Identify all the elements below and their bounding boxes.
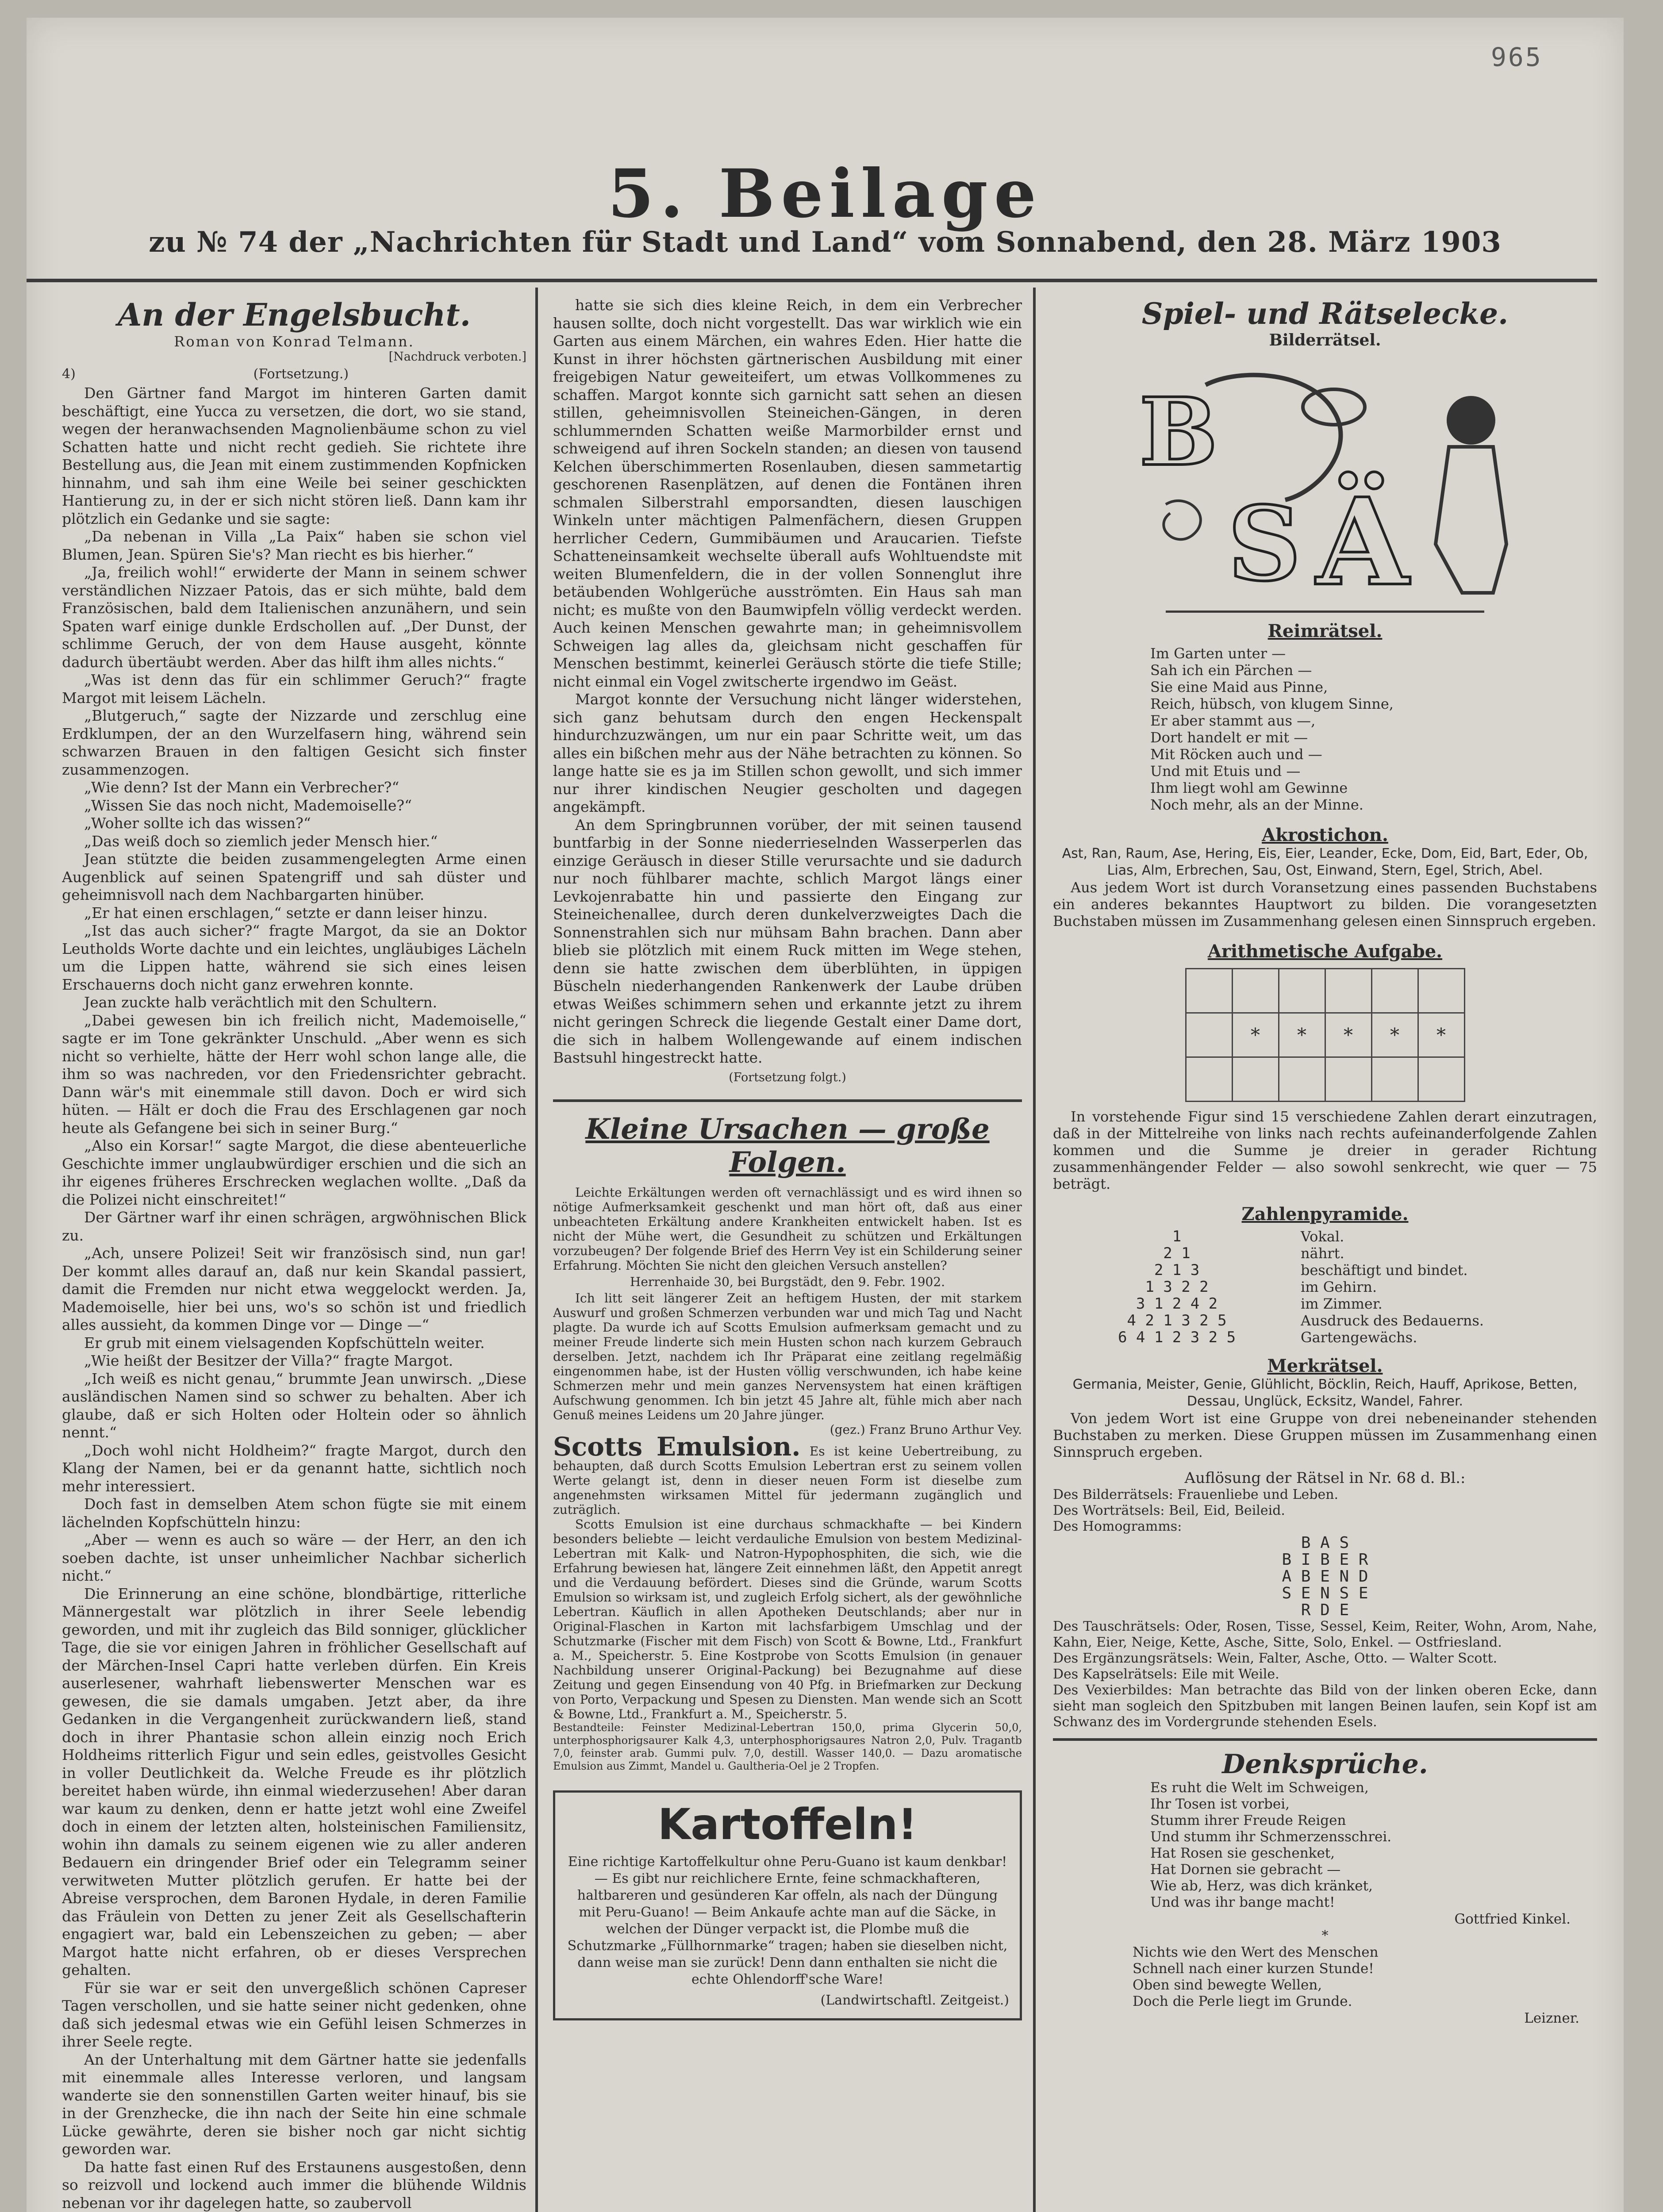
paragraph: „Wissen Sie das noch nicht, Mademoiselle?“: [84, 796, 412, 814]
rhyme-line: Er aber stammt aus —,: [1150, 712, 1316, 729]
pyramid-clue: Ausdruck des Bedauerns.: [1301, 1312, 1484, 1329]
paragraph: „Er hat einen erschlagen,“ setzte er dann leiser hinzu.: [84, 904, 488, 922]
grid-cell: [1371, 1057, 1418, 1102]
novel-byline: Roman von Konrad Telmann.: [174, 333, 415, 350]
homogram-row: A B E N D: [1282, 1567, 1368, 1586]
ad-signature: (gez.) Franz Bruno Arthur Vey.: [830, 1422, 1022, 1437]
pyramid-clue: im Gehirn.: [1301, 1279, 1377, 1295]
paragraph: „Aber — wenn es auch so wäre — der Herr, an den ich soeben dachte, ist unser unheimlicher Nachbar sicherlich nicht.“: [62, 1531, 526, 1584]
paragraph: „Was ist denn das für ein schlimmer Geruch?“ fragte Margot mit leisem Lächeln.: [62, 671, 526, 707]
paragraph: „Also ein Korsar!“ sagte Margot, die diese abenteuerliche Geschichte immer unglaubwürdiger erschien und die sich an ihr eigenes früheres Erschrecken weglachen wollte. „Daß da die Polizei nicht einschreitet!“: [62, 1137, 526, 1208]
paragraph: „Wie denn? Ist der Mann ein Verbrecher?“: [84, 779, 399, 796]
acrostic-title: Akrostichon.: [1262, 825, 1388, 845]
poem-line: Doch die Perle liegt im Grunde.: [1133, 1993, 1352, 2009]
poem-line: Es ruht die Welt im Schweigen,: [1150, 1780, 1369, 1796]
continuation-footer: (Fortsetzung folgt.): [729, 1070, 846, 1084]
rhyme-line: Und mit Etuis und —: [1150, 763, 1301, 780]
poem-line: Hat Rosen sie geschenket,: [1150, 1845, 1335, 1861]
pyramid-clue: beschäftigt und bindet.: [1301, 1262, 1468, 1279]
saying-poem-2: [1133, 1944, 1597, 2010]
novel-text-continued: [553, 296, 1022, 1067]
pyramid-clue: Vokal.: [1301, 1228, 1344, 1245]
brand-name: Scotts Emulsion.: [553, 1431, 801, 1462]
pyramid-clue: nährt.: [1301, 1245, 1344, 1262]
poem-line: Wie ab, Herz, was dich kränket,: [1150, 1878, 1373, 1894]
solution-line: Des Vexierbildes: Man betrachte das Bild von der linken oberen Ecke, dann sieht man sogleich den Spitzbuben mit langen Beinen laufen, sein Kopf ist am Schwanz des im Vordergrunde stehenden Esels.: [1053, 1682, 1597, 1730]
puzzle-corner-title: Spiel- und Rätselecke.: [1141, 296, 1509, 331]
ad-body: Scotts Emulsion ist eine durchaus schmackhafte — bei Kindern besonders beliebte — leicht verdauliche Emulsion von bestem Medizinal-Lebertran mit Kalk- und Natron-Hypophosphiten, die sich, wie die Erfahrung bewiesen hat, längere Zeit einnehmen läßt, den Appetit anregt und die Verdauung befördert. Dieses sind die Gründe, warum Scotts Emulsion so wirksam ist, und zugleich Erfolg sichert, als der gewöhnliche Lebertran. Käuflich in allen Apotheken Deutschlands; aber nur in Original-Flaschen in Karton mit lachsfarbigem Umschlag und der Schutzmarke (Fischer mit dem Fisch) von Scott & Bowne, Ltd., Frankfurt a. M., Speicherstr. 5. Eine Kostprobe von Scotts Emulsion (in genauer Nachbildung unserer Original-Packung) bei Bezugnahme auf diese Zeitung und gegen Einsendung von 40 Pfg. in Briefmarken zur Deckung von Porto, Verpackung und Spesen zu Diensten. Man wende sich an Scott & Bowne, Ltd., Frankfurt a. M., Speicherstr. 5.: [553, 1517, 1022, 1721]
rhyme-line: Noch mehr, als an der Minne.: [1150, 796, 1363, 813]
poem-line: Hat Dornen sie gebracht —: [1150, 1862, 1341, 1878]
pyramid-title: Zahlenpyramide.: [1241, 1204, 1409, 1225]
memory-puzzle-words: Germania, Meister, Genie, Glühlicht, Böcklin, Reich, Hauff, Aprikose, Betten, Dessau, Unglück, Ecksitz, Wandel, Fahrer.: [1072, 1377, 1578, 1409]
paragraph: „Das weiß doch so ziemlich jeder Mensch hier.“: [84, 832, 438, 850]
homogram-row: B I B E R: [1282, 1551, 1368, 1569]
pyramid-numbers: [1053, 1228, 1301, 1346]
homogram-solution: [1053, 1535, 1597, 1619]
solution-line: Des Homogramms:: [1053, 1519, 1182, 1534]
rhyme-line: Dort handelt er mit —: [1150, 729, 1308, 746]
grid-cell: [1186, 1057, 1232, 1102]
pyramid-row: 2 1: [1163, 1244, 1191, 1262]
paragraph: An dem Springbrunnen vorüber, der mit seinen tausend buntfarbig in der Sonne niederrieselnden Wasserperlen das einzige Geräusch in dieser Stille verursachte und sie dadurch nur noch fühlbarer machte, schlich Margot längs einer Levkojenrabatte hin und passierte den Eingang zur Steineichenallee, durch deren dunkelverzweigtes Dach die Sonnenstrahlen sich nur mühsam Bahn brachen. Dann aber blieb sie plötzlich mit einem Ruck mitten im Wege stehen, denn sie hatte zwischen dem überblühten, in üppigen Büscheln niederhangenden Rankenwerk der Laube drüben etwas Weißes schimmern sehen und erkannte jetzt zu ihrem nicht geringen Schreck die liegende Gestalt einer Dame dort, die sich in halbem Wollengewande auf einem indischen Bastsuhl hingestreckt hatte.: [553, 816, 1022, 1066]
rhyme-line: Sah ich ein Pärchen —: [1150, 662, 1312, 679]
memory-puzzle-title: Merkrätsel.: [1267, 1356, 1383, 1376]
paragraph: Doch fast in demselben Atem schon fügte sie mit einem lächelnden Kopfschütteln hinzu:: [62, 1495, 526, 1531]
memory-puzzle-text: Von jedem Wort ist eine Gruppe von drei nebeneinander stehenden Buchstaben zu merken. Diese Gruppen müssen im Zusammenhang einen Sinnspruch ergeben.: [1053, 1410, 1597, 1460]
paragraph: Da hatte fast einen Ruf des Erstaunens ausgestoßen, denn so reizvoll und lockend auch immer die blühende Wildnis nebenan vor ihr dagelegen hatte, so zaubervoll: [62, 2158, 526, 2212]
grid-cell: [1371, 969, 1418, 1013]
pyramid-clue: Gartengewächs.: [1301, 1329, 1417, 1346]
grid-cell: [1186, 1013, 1232, 1057]
grid-cell: [1325, 1057, 1371, 1102]
ad-letter: Ich litt seit längerer Zeit an heftigem Husten, der mit starkem Auswurf und großen Schmerzen verbunden war und mich Tag und Nacht plagte. Da wurde ich auf Scotts Emulsion aufmerksam gemacht und zu meiner Freude linderte sich mein Husten schon nach kurzem Gebrauch derselben. Jetzt, nachdem ich Ihr Präparat eine zeitlang regelmäßig eingenommen habe, ist der Husten völlig verschwunden, ich habe keine Schmerzen mehr und mein ganzes Nervensystem hat einen kräftigen Aufschwung genommen. Ich bin jetzt 45 Jahre alt, fühle mich aber nach Genuß meines Leidens um 20 Jahre jünger.: [553, 1290, 1022, 1422]
solution-line: Des Ergänzungsrätsels: Wein, Falter, Asche, Otto. — Walter Scott.: [1053, 1651, 1498, 1666]
grid-cell: [1232, 969, 1279, 1013]
brand-text: Es ist keine Uebertreibung, zu behaupten, daß durch Scotts Emulsion Lebertran erst zu seinem vollen Werte gelangt ist, denn in dieser neuen Form ist dieselbe zum angenehmsten wirksamen Mittel für jedermann zugänglich und zuträglich.: [553, 1444, 1022, 1517]
puzzle-letter-s: S: [1228, 484, 1302, 604]
sayings-title: Denksprüche.: [1222, 1749, 1428, 1780]
pyramid-clues: [1301, 1228, 1484, 1346]
paragraph: „Dabei gewesen bin ich freilich nicht, Mademoiselle,“ sagte er im Tone gekränkter Unschuld. „Aber wenn es sich nicht so verhielte, hätte der Herr wohl schon lange alle, die ihm so was nachreden, vor den Friedensrichter gebracht. Dann wär's mit einemmale still davon. Doch er wird sich hüten. — Hält er doch die Frau des Erschlagenen gar noch heute als Gefangene bei sich in seiner Burg.“: [62, 1011, 526, 1137]
paragraph: Für sie war er seit den unvergeßlich schönen Capreser Tagen verschollen, und sie hatte seiner nicht gedenken, ohne daß sich jedesmal etwas wie ein Gefühl leisen Schmerzes in ihrer Seele regte.: [62, 1979, 526, 2050]
paragraph: Den Gärtner fand Margot im hinteren Garten damit beschäftigt, eine Yucca zu versetzen, die dort, wo sie stand, wegen der heranwachsenden Magnolienbäume schon zu viel Schatten hatte und nicht recht gedieh. Sie richtete ihre Bestellung aus, die Jean mit einem zustimmenden Kopfnicken hinnahm, und sah ihm eine Weile bei seiner geschickten Hantierung zu, in der er sich nicht stören ließ. Dann kam ihr plötzlich ein Gedanke und sie sagte:: [62, 384, 526, 527]
pyramid-row: 6 4 1 2 3 2 5: [1118, 1329, 1236, 1346]
arithmetic-text: In vorstehende Figur sind 15 verschiedene Zahlen derart einzutragen, daß in der Mittelreihe von links nach rechts aufeinanderfolgende Zahlen kommen und die Summe je dreier in gerader Richtung zusammenhängender Felder — also sowohl senkrecht, wie quer — 75 beträgt.: [1053, 1108, 1597, 1192]
rhyme-line: Reich, hübsch, von klugem Sinne,: [1150, 695, 1394, 712]
poem-line: Ihr Tosen ist vorbei,: [1150, 1796, 1290, 1812]
paragraph: An der Unterhaltung mit dem Gärtner hatte sie jedenfalls mit einemmale alles Interesse verloren, und langsam wanderte sie den sonnenstillen Garten weiter hinauf, bis sie in der Grenzhecke, die ihn nach der Seite hin eine schmale Lücke gewährte, deren sie bisher noch gar nicht sichtig geworden war.: [62, 2051, 526, 2158]
ad-ingredients: Bestandteile: Feinster Medizinal-Lebertran 150,0, prima Glycerin 50,0, unterphosphorigsaurer Kalk 4,3, unterphosphorigsaures Natron 2,0, Pulv. Tragantb 7,0, feinster arab. Gummi pulv. 7,0, destill. Wasser 140,0. — Dazu aromatische Emulsion aus Zimmt, Mandel u. Gaultheria-Oel je 2 Tropfen.: [553, 1721, 1022, 1772]
acrostic-words: Ast, Ran, Raum, Ase, Hering, Eis, Eier, Leander, Ecke, Dom, Eid, Bart, Eder, Ob, Lias, Alm, Erbrechen, Sau, Ost, Einwand, Stern, Egel, Strich, Abel.: [1062, 846, 1588, 878]
paragraph: „Da nebenan in Villa „La Paix“ haben sie schon viel Blumen, Jean. Spüren Sie's? Man riecht es bis hierher.“: [62, 528, 526, 563]
paragraph: „Ich weiß es nicht genau,“ brummte Jean unwirsch. „Diese ausländischen Namen sind so schwer zu behalten. Aber ich glaube, daß er sich Holten oder Holtein oder so ähnlich nennt.“: [62, 1370, 526, 1441]
ad-source: (Landwirtschaftl. Zeitgeist.): [820, 1992, 1009, 2008]
saying-author-1: Gottfried Kinkel.: [1454, 1911, 1571, 1927]
paragraph: „Wie heißt der Besitzer der Villa?“ fragte Margot.: [84, 1352, 453, 1369]
solution-line: Des Worträtsels: Beil, Eid, Beileid.: [1053, 1503, 1285, 1518]
puzzle-letter-a-umlaut: Ä: [1316, 472, 1409, 606]
solutions-more: [1053, 1619, 1597, 1730]
column-divider: [535, 288, 538, 2212]
paragraph: Jean zuckte halb verächtlich mit den Schultern.: [84, 994, 438, 1011]
pyramid-row: 1: [1172, 1228, 1182, 1245]
grid-cell: *: [1279, 1013, 1325, 1057]
supplement-subtitle: zu № 74 der „Nachrichten für Stadt und Land“ vom Sonnabend, den 28. März 1903: [149, 226, 1502, 259]
solution-line: Des Tauschrätsels: Oder, Rosen, Tisse, Sessel, Keim, Reiter, Wohn, Arom, Nahe, Kahn, Eier, Neige, Kette, Asche, Sitte, Solo, Enkel. — Ostfriesland.: [1053, 1619, 1597, 1650]
pyramid-row: 1 3 2 2: [1145, 1278, 1209, 1296]
paragraph: hatte sie sich dies kleine Reich, in dem ein Verbrecher hausen sollte, doch nicht vorgestellt. Das war wirklich wie ein Garten aus einem Märchen, ein wahres Eden. Hier hatte die Kunst in ihrer höchsten gärtnerischen Ausbildung mit einer freigebigen Natur geweiteifert, um etwas Vollkommenes zu schaffen. Margot konnte sich garnicht satt sehen an diesen stillen, geheimnisvollen Steineichen-Gängen, in deren schlummernden Schatten weiße Marmorbilder ernst und schweigend auf ihren Sockeln standen; an diesen von tausend Kelchen überschimmerten Rosenlauben, diesen sammetartig geschorenen Rasenplätzen, auf denen die Fontänen ihren schmalen Silberstrahl emporsandten, diesen lauschigen Winkeln unter mächtigen Palmenfächern, diesen Gruppen herrlicher Cedern, Gummibäumen und Araucarien. Tiefste Schatteneinsamkeit wechselte überall aufs Wohltuendste mit weiten Blumenfeldern, die in der vollen Sonnenglut ihre betäubenden Wohlgerüche ausströmten. Ein Haus sah man nicht; es mußte von den Baumwipfeln völlig verdeckt werden. Auch keinen Menschen gewahrte man; in geheimnisvollem Schweigen lag alles da, gleichsam nicht geschaffen für Menschen bestimmt, keinerlei Geräusch störte die tiefe Stille; nicht einmal ein Vogel zwitscherte irgendwo im Geäst.: [553, 296, 1022, 690]
poem-line: Schnell nach einer kurzen Stunde!: [1133, 1961, 1374, 1977]
reprint-notice: [Nachdruck verboten.]: [388, 350, 526, 364]
pyramid-block: [1053, 1228, 1597, 1346]
solution-line: Des Kapselrätsels: Eile mit Weile.: [1053, 1667, 1279, 1682]
novel-title: An der Engelsbucht.: [117, 296, 471, 333]
paragraph: „Ja, freilich wohl!“ erwiderte der Mann in seinem schwer verständlichen Nizzaer Patois, das er sich mühte, bald dem Französischen, bald dem Italienischen anzunähern, und sein Spaten warf einige dunkle Erdschollen auf. „Der Dunst, der schlimme Geruch, der von dem Hause ausgeht, könnte dadurch übertäubt werden. Aber das hilft ihm alles nichts.“: [62, 564, 526, 671]
grid-cell: [1279, 969, 1325, 1013]
figure-body: [1436, 447, 1506, 593]
continuation-note: (Fortsetzung.): [253, 366, 349, 382]
arithmetic-title: Arithmetische Aufgabe.: [1207, 941, 1443, 962]
paragraph: Margot konnte der Versuchung nicht länger widerstehen, sich ganz behutsam durch den engen Heckenspalt hindurchzuzwängen, um nur ein paar Schritte weit, um das alles ein bißchen mehr aus der Nähe betrachten zu können. So lange hatte sie es ja im Stillen schon gewollt, und sich immer nur ihrer kindischen Neugier gescholten und dagegen angekämpft.: [553, 691, 1022, 815]
column-divider: [1033, 288, 1036, 2212]
column-3: Spiel- und Rätselecke. Bilderrätsel. B S Ä Reimrätsel. Im Garten unter — Sah ich ein Pärchen — Sie eine Maid aus Pinne, Reich, hübsch, von klugem Sinne, Er aber stammt aus —, Dort handelt er mit — Mit Röcken auch und — Und mit Etuis und — Ihm liegt wohl am Gewinne Noch mehr, als an der Minne. Akrostichon. Ast, Ran, Raum, Ase, Hering, Eis, Eier, Leander, Ecke, Dom, Eid, Bart, Eder, Ob, Lias, Alm, Erbrechen, Sau, Ost, Einwand, Stern, Egel, Strich, Abel. Aus jedem Wort ist durch Voransetzung eines passenden Buchstabens ein anderes bekanntes Hauptwort zu bilden. Die vorangesetzten Buchstaben müssen im Zusammenhang gelesen einen Sinnspruch ergeben. Arithmetische Aufgabe. * * * * * In vorstehende Figur sind 15 verschiedene Zahlen derart einzutragen, daß in der Mittelreihe von links nach rechts aufeinanderfolgende Zahlen kommen und die Summe je dreier in gerader Richtung zusammenhängender Felder — also sowohl senkrecht, wie quer — 75 beträgt. Zahlenpyramide. 1 2 1 2 1 3 1 3 2 2 3 1 2 4 2 4 2 1 3 2 5 6 4 1 2 3 2 5 Vokal. nährt. beschäftigt und bindet. im Gehirn. im Zimmer. Ausdruck des Bedauerns. Gartengewächs. Merkrätsel. Germania, Meister, Genie, Glühlicht, Böcklin, Reich, Hauff, Aprikose, Betten, Dessau, Unglück, Ecksitz, Wandel, Fahrer. Von jedem Wort ist eine Gruppe von drei nebeneinander stehenden Buchstaben zu merken. Diese Gruppen müssen im Zusammenhang einen Sinnspruch ergeben. Auflösung der Rätsel in Nr. 68 d. Bl.: Des Bilderrätsels: Frauenliebe und Leben. Des Worträtsels: Beil, Eid, Beileid. Des Homogramms: B A S B I B E R A B E N D S E N S E R D E Des Tauschrätsels: Oder, Rosen, Tisse, Sessel, Keim, Reiter, Wohn, Arom, Nahe, Kahn, Eier, Neige, Kette, Asche, Sitte, Solo, Enkel. — Ostfriesland. Des Ergänzungsrätsels: Wein, Falter, Asche, Otto. — Walter Scott. Des Kapselrätsels: Eile mit Weile. Des Vexierbildes: Man betrachte das Bild von der linken oberen Ecke, dann sieht man sogleich den Spitzbuben mit langen Beinen laufen, sein Kopf ist am Schwanz des im Vordergrunde stehenden Esels. Denksprüche. Es ruht die Welt im Schweigen, Ihr Tosen ist vorbei, Stumm ihrer Freude Reigen Und stumm ihr Schmerzensschrei. Hat Rosen sie geschenket, Hat Dornen sie gebracht — Wie ab, Herz, was dich kränket, Und was ihr bange macht! Gottfried Kinkel. * Nichts wie den Wert des Menschen Schnell nach einer kurzen Stunde! Oben sind bewegte Wellen, Doch die Perle liegt im Grunde. Leizner.: [1053, 296, 1597, 2026]
grid-cell: [1186, 969, 1232, 1013]
grid-cell: *: [1232, 1013, 1279, 1057]
rhyme-line: Ihm liegt wohl am Gewinne: [1150, 780, 1348, 796]
paragraph: „Woher sollte ich das wissen?“: [84, 814, 311, 832]
paragraph: „Blutgeruch,“ sagte der Nizzarde und zerschlug eine Erdklumpen, der an den Wurzelfasern hing, während sein schwarzen Brauen in den faltigen Gesicht sich finster zusammenzogen.: [62, 707, 526, 778]
saying-author-2: Leizner.: [1524, 2010, 1579, 2026]
rhyme-puzzle-title: Reimrätsel.: [1267, 621, 1383, 641]
grid-cell: [1232, 1057, 1279, 1102]
ornament: [1164, 501, 1201, 539]
poem-line: Oben sind bewegte Wellen,: [1133, 1977, 1322, 1993]
pyramid-clue: im Zimmer.: [1301, 1295, 1383, 1312]
supplement-title: 5. Beilage: [607, 155, 1043, 233]
ad-dateline: Herrenhaide 30, bei Burgstädt, den 9. Febr. 1902.: [630, 1274, 945, 1289]
saying-poem-1: [1150, 1780, 1597, 1911]
solutions-title: Auflösung der Rätsel in Nr. 68 d. Bl.:: [1184, 1469, 1466, 1487]
paragraph: „Ist das auch sicher?“ fragte Margot, da sie an Doktor Leutholds Worte dachte und ein leichtes, ungläubiges Lächeln um die Lippen hatte, während sie sich eines leisen Erschauerns doch nicht ganz erwehren konnte.: [62, 922, 526, 993]
ad-title: Kartoffeln!: [657, 1799, 918, 1849]
paragraph: Jean stützte die beiden zusammengelegten Arme einen Augenblick auf seinen Spatengriff und sah düster und geheimnisvoll nach dem Nachbargarten hinüber.: [62, 850, 526, 903]
newspaper-page: [27, 18, 1624, 2212]
grid-cell: *: [1371, 1013, 1418, 1057]
pyramid-row: 3 1 2 4 2: [1136, 1295, 1218, 1313]
grid-cell: [1418, 1057, 1464, 1102]
picture-puzzle-illustration: [1126, 358, 1524, 606]
ad-title: Kleine Ursachen — große Folgen.: [585, 1112, 990, 1179]
homogram-row: S E N S E: [1282, 1584, 1368, 1602]
grid-cell: [1325, 969, 1371, 1013]
solution-line: Des Bilderrätsels: Frauenliebe und Leben.: [1053, 1487, 1339, 1502]
figure-head: [1447, 396, 1495, 445]
homogram-row: R D E: [1301, 1601, 1349, 1619]
horn-bell: [1303, 389, 1365, 425]
header-rule: [27, 279, 1597, 282]
ad-box-kartoffeln: [553, 1790, 1022, 2020]
page-number: 965: [1491, 42, 1543, 72]
novel-text: [62, 384, 526, 2212]
poem-line: Und was ihr bange macht!: [1150, 1894, 1335, 1910]
puzzle-letter-b: B: [1139, 377, 1218, 487]
grid-cell: *: [1418, 1013, 1464, 1057]
ad-intro: Leichte Erkältungen werden oft vernachlässigt und es wird ihnen so nötige Aufmerksamkeit geschenkt und man hört oft, daß aus einer unbeachteten Erkältung andere Krankheiten entwickelt haben. Ist es nicht der Mühe wert, die Gesundheit zu schützen und Erkältungen vorzubeugen? Der folgende Brief des Herrn Vey ist ein Schilderung seiner Erfahrung. Möchten Sie nicht den gleichen Versuch anstellen?: [553, 1185, 1022, 1273]
arithmetic-grid: [1185, 968, 1465, 1102]
poem-line: Nichts wie den Wert des Menschen: [1133, 1944, 1379, 1960]
solutions-lines: [1053, 1487, 1597, 1535]
pyramid-row: 4 2 1 3 2 5: [1127, 1312, 1227, 1329]
column-2: [553, 296, 1022, 2212]
rhyme-puzzle-lines: [1150, 645, 1597, 813]
installment-number: 4): [62, 366, 76, 382]
rhyme-line: Sie eine Maid aus Pinne,: [1150, 679, 1328, 695]
picture-puzzle-title: Bilderrätsel.: [1269, 331, 1381, 349]
pyramid-row: 2 1 3: [1154, 1261, 1200, 1279]
paragraph: „Doch wohl nicht Holdheim?“ fragte Margot, durch den Klang der Namen, bei er da genannt hatte, sichtlich noch mehr interessiert.: [62, 1441, 526, 1495]
poem-line: Stumm ihrer Freude Reigen: [1150, 1813, 1346, 1828]
ad-body: Eine richtige Kartoffelkultur ohne Peru-Guano ist kaum denkbar! — Es gibt nur reichlichere Ernte, feine schmackhafteren, haltbareren und gesünderen Kar offeln, als nach der Düngung mit Peru-Guano! — Beim Ankaufe achte man auf die Säcke, in welchen der Dünger verpackt ist, die Plombe muß die Schutzmarke „Füllhornmarke“ tragen; haben sie dieselben nicht, dann weise man sie zurück! Denn dann enthalten sie nicht die echte Ohlendorff'sche Ware!: [567, 1854, 1008, 1987]
rhyme-line: Im Garten unter —: [1150, 645, 1286, 662]
paragraph: Die Erinnerung an eine schöne, blondbärtige, ritterliche Männergestalt war plötzlich in ihrer Seele lebendig geworden, und mit ihr zugleich das Bild sonniger, glücklicher Tage, die sie vor einigen Jahren in fröhlicher Gesellschaft auf der Märchen-Insel Capri hatte verleben dürfen. Ein Kreis auserlesener, wahrhaft liebenswerter Menschen war es gewesen, die sie damals umgaben. Jetzt aber, da ihre Gedanken in die Vergangenheit zurückwandern ließ, stand doch in ihrer Phantasie schon allein einzig noch Erich Holdheims ritterlich Figur und sein edles, geistvolles Gesicht in voller Deutlichkeit da. Welche Freude es ihr plötzlich bereitet haben würde, ihn einmal wiederzusehen! Aber daran war kaum zu denken, denn er hatte jetzt wohl eine Zweifel doch in einem der letzten alten, holsteinischen Familiensitz, wohin ihn damals zu seinem eigenen wie zu aller anderen Bedauern ein dringender Brief oder ein Telegramm seiner verwitweten Mutter plötzlich gerufen. Er hatte bei der Abreise versprochen, dem Baronen Hydale, in deren Familie das Fräulein von Detten zu jener Zeit als Gesellschafterin engagiert war, bald ein Lebenszeichen zu geben; — aber Margot hatte nicht erfahren, ob er dieses Versprechen gehalten.: [62, 1585, 526, 1978]
homogram-row: B A S: [1301, 1534, 1349, 1552]
column-1: [62, 296, 526, 2212]
paragraph: Er grub mit einem vielsagenden Kopfschütteln weiter.: [84, 1334, 485, 1352]
paragraph: „Ach, unsere Polizei! Seit wir französisch sind, nun gar! Der kommt alles darauf an, daß nur kein Skandal passiert, damit die Fremden nur nicht etwa weggelockt werden. Ja, Mademoiselle, hier bei uns, wo's so schön ist und friedlich alles aussieht, da kommen Dinge vor — Dinge —“: [62, 1244, 526, 1333]
paragraph: Der Gärtner warf ihr einen schrägen, argwöhnischen Blick zu.: [62, 1209, 526, 1244]
acrostic-text: Aus jedem Wort ist durch Voransetzung eines passenden Buchstabens ein anderes bekanntes Hauptwort zu bilden. Die vorangesetzten Buchstaben müssen im Zusammenhang gelesen einen Sinnspruch ergeben.: [1053, 879, 1597, 929]
grid-cell: [1418, 969, 1464, 1013]
grid-cell: *: [1325, 1013, 1371, 1057]
rhyme-line: Mit Röcken auch und —: [1150, 746, 1322, 763]
poem-line: Und stumm ihr Schmerzensschrei.: [1150, 1829, 1392, 1845]
grid-cell: [1279, 1057, 1325, 1102]
